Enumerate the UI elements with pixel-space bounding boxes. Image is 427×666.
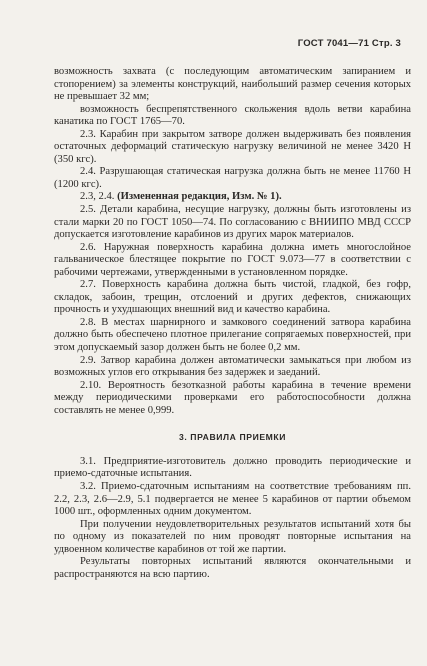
paragraph: 2.5. Детали карабина, несущие нагрузку, должны быть изготовлены из стали марки 20 по ГОСТ 1050—74. По согласованию с ВНИИПО МВД СССР допускается изготовление карабинов из других марок материалов. — [54, 204, 411, 241]
paragraph: 2.10. Вероятность безотказной работы карабина в течение времени между периодическими проверками его работоспособности должна составлять не менее 0,999. — [54, 379, 411, 416]
paragraph: возможность захвата (с последующим автоматическим запиранием и стопорением) за элементы конструкций, наибольший размер сечения которых не превышает 32 мм; — [54, 66, 411, 103]
document-body — [54, 66, 411, 581]
paragraph: 2.9. Затвор карабина должен автоматически замыкаться при любом из возможных углов его открывания без задержек и заеданий. — [54, 354, 411, 379]
amendment-text: (Измененная редакция, Изм. № 1). — [117, 191, 282, 203]
paragraph: 2.4. Разрушающая статическая нагрузка должна быть не менее 11760 Н (1200 кгс). — [54, 166, 411, 190]
amendment-note — [54, 191, 411, 204]
page-header: ГОСТ 7041—71 Стр. 3 — [297, 38, 401, 49]
paragraph: возможность беспрепятственного скольжения вдоль ветви карабина канатика по ГОСТ 1765—70. — [54, 103, 411, 128]
paragraph: Результаты повторных испытаний являются окончательными и распространяются на всю партию. — [54, 556, 411, 580]
paragraph: 2.8. В местах шарнирного и замкового соединений затвора карабина должно быть обеспечено плотное прилегание сопрягаемых поверхностей, при этом допускаемый зазор должен быть не более 0,2 мм. — [54, 316, 411, 354]
paragraph: 2.3. Карабин при закрытом затворе должен выдерживать без появления остаточных деформаций статическую нагрузку величиной не менее 3420 Н (350 кгс). — [54, 128, 411, 165]
amendment-clauses: 2.3, 2.4. — [80, 191, 118, 203]
paragraph: 3.2. Приемо-сдаточным испытаниям на соответствие требованиям пп. 2.2, 2.3, 2.6—2.9, 5.1 подвергается не менее 5 карабинов от партии объемом 1000 шт., оформленных одним документом. — [54, 480, 411, 518]
paragraph: 2.6. Наружная поверхность карабина должна иметь многослойное гальваническое блестящее покрытие по ГОСТ 9.073—77 в соответствии с рабочими чертежами, утвержденными в установленном порядке. — [54, 241, 411, 278]
paragraph: 3.1. Предприятие-изготовитель должно проводить периодические и приемо-сдаточные испытания. — [54, 455, 411, 480]
section-title: 3. ПРАВИЛА ПРИЕМКИ — [178, 432, 287, 443]
paragraph: При получении неудовлетворительных результатов испытаний хотя бы по одному из показателей по ним проводят повторные испытания на удвоенном количестве карабинов от той же партии. — [54, 518, 411, 555]
paragraph: 2.7. Поверхность карабина должна быть чистой, гладкой, без гофр, складок, забоин, трещин, отслоений и других дефектов, снижающих прочность и ухудшающих внешний вид и качество карабина. — [54, 279, 411, 316]
